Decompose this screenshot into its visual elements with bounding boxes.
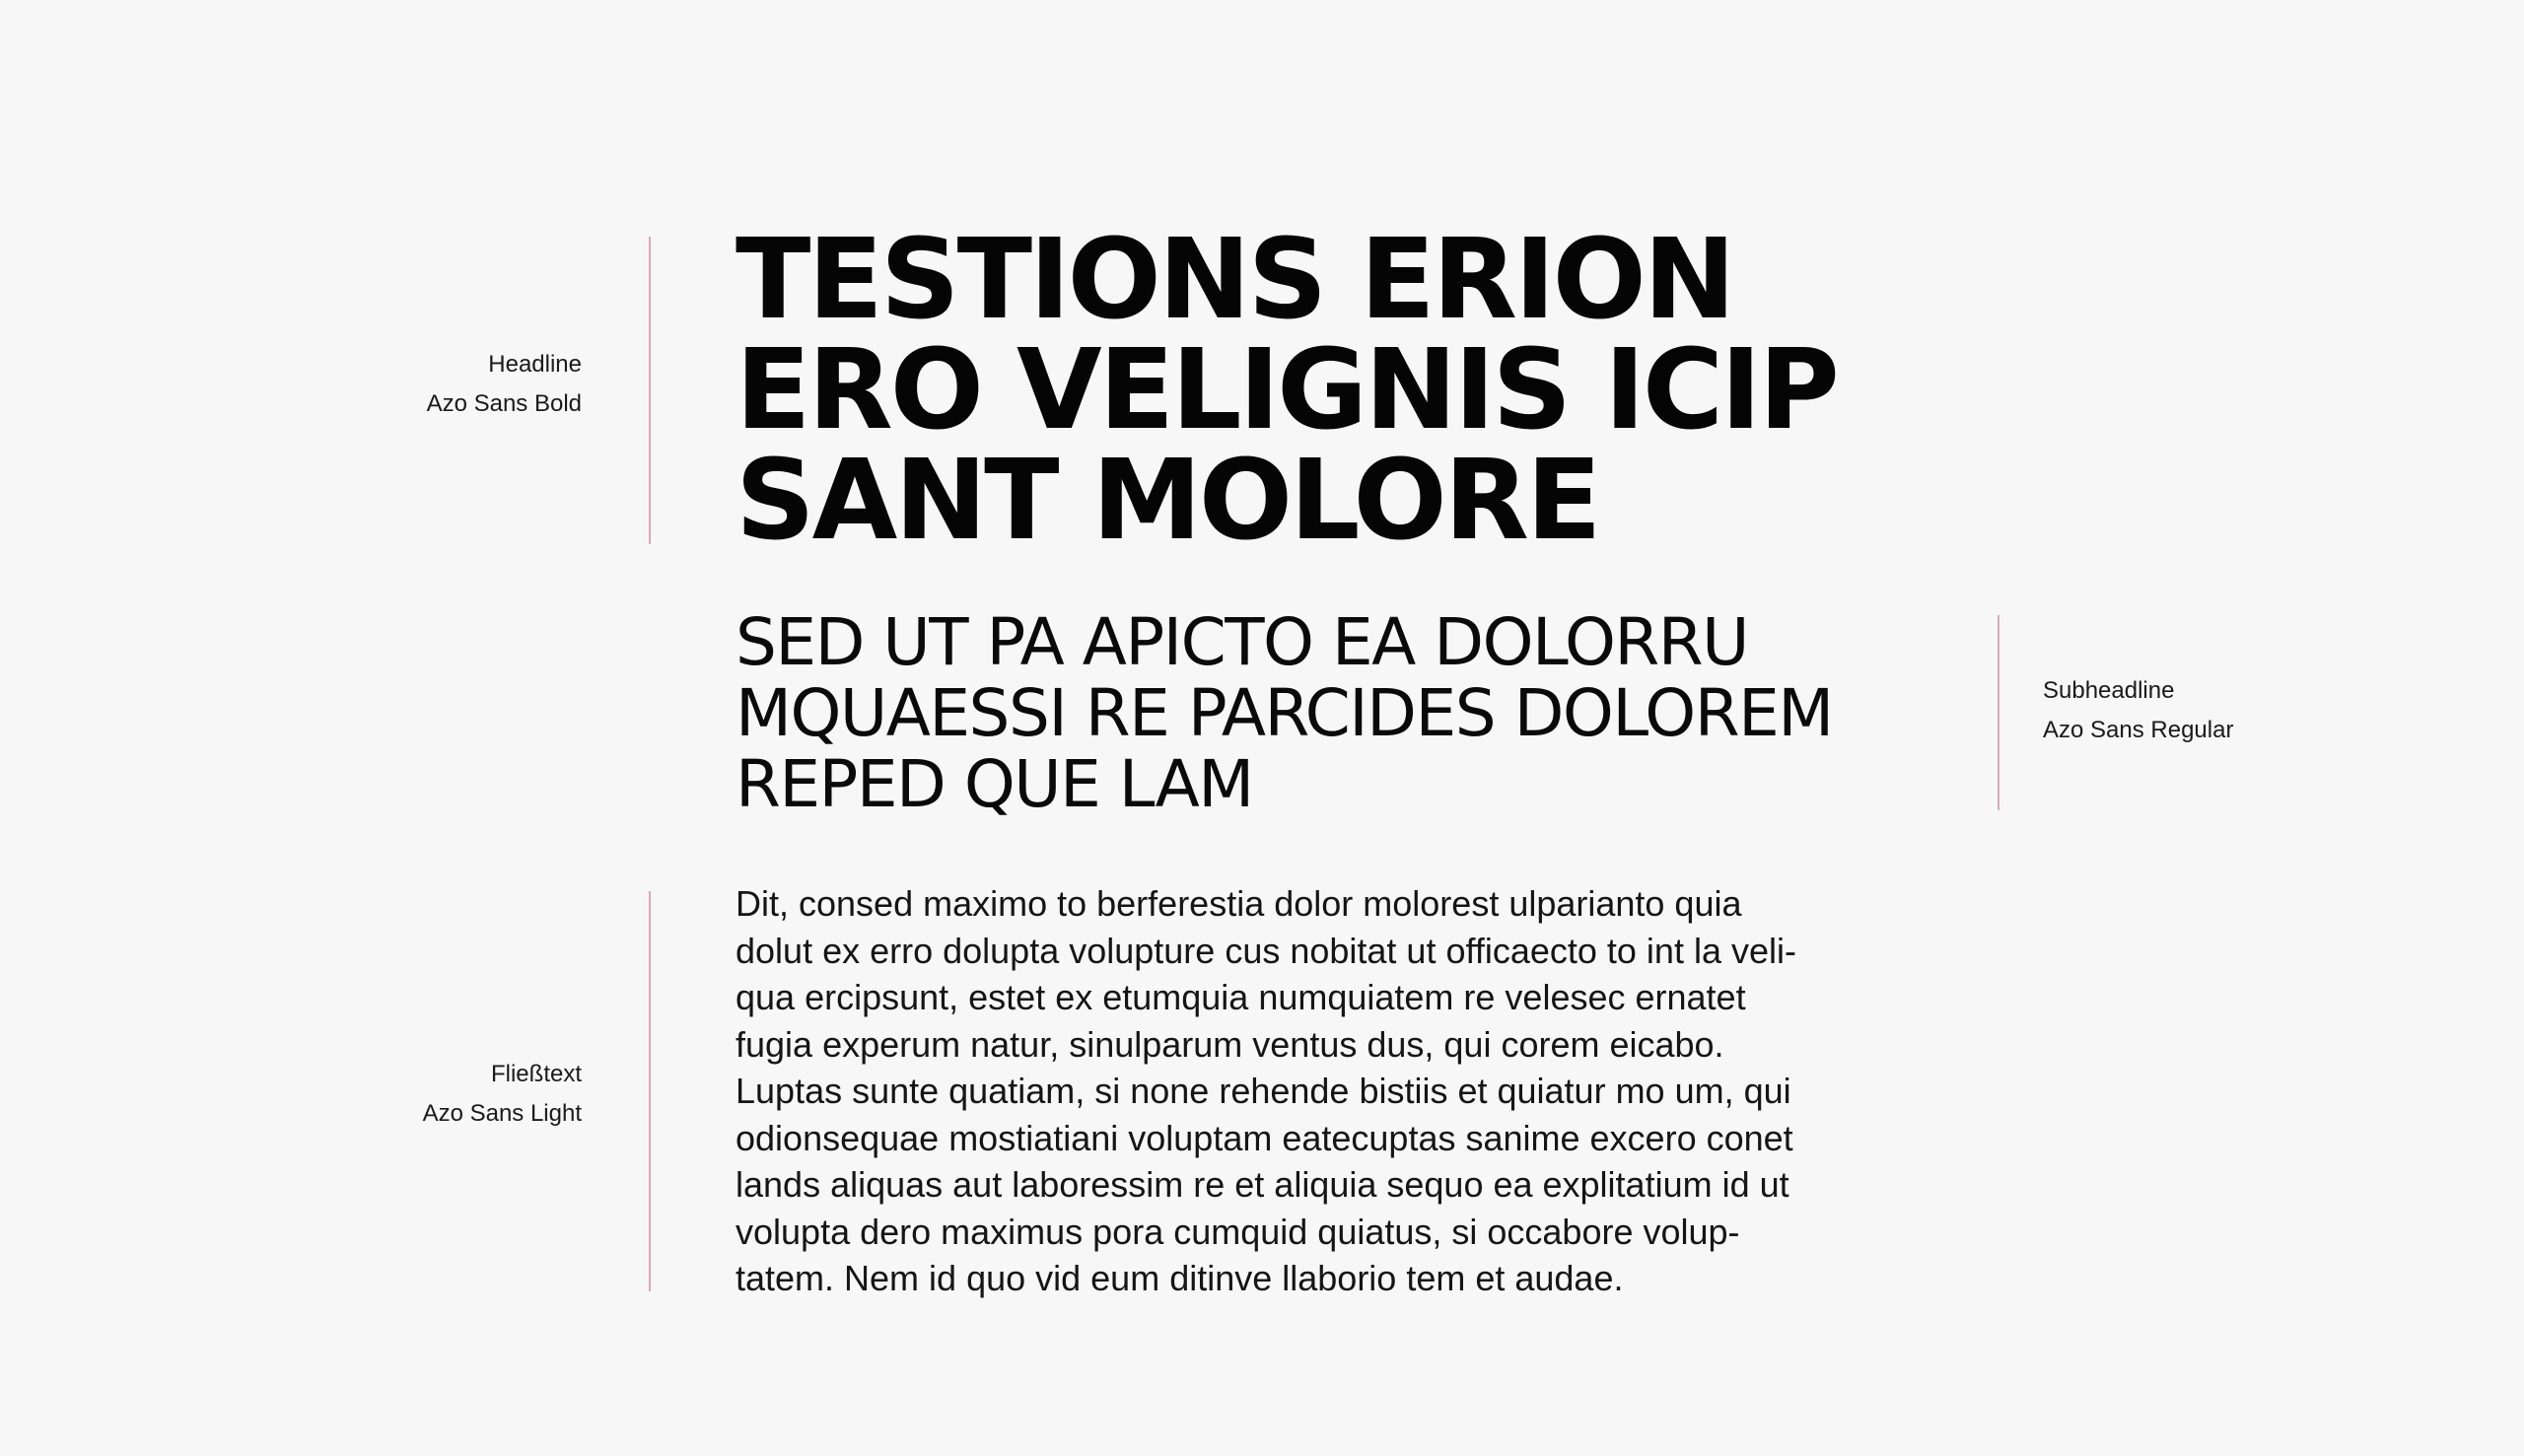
subheadline-line: REPED QUE LAM	[736, 746, 1253, 822]
subheadline-line: SED UT PA APICTO EA DOLORRU	[736, 604, 1748, 680]
body-line: Dit, consed maximo to berferestia dolor molorest ulparianto quia	[736, 883, 1742, 924]
headline-line: SANT MOLORE	[736, 437, 1599, 565]
body-font-name: Azo Sans Light	[422, 1100, 582, 1127]
headline-line: ERO VELIGNIS ICIP	[736, 326, 1837, 454]
body-line: lands aliquas aut laboressim re et aliquia sequo ea explitatium id ut	[736, 1164, 1789, 1205]
headline-label: Headline	[488, 351, 582, 378]
body-line: volupta dero maximus pora cumquid quiatus, si occabore volup-	[736, 1211, 1740, 1252]
body-line: qua ercipsunt, estet ex etumquia numquiatem re velesec ernatet	[736, 977, 1746, 1017]
body-line: dolut ex erro dolupta volupture cus nobitat ut officaecto to int la veli-	[736, 930, 1796, 971]
headline-divider	[649, 237, 651, 544]
body-line: tatem. Nem id quo vid eum ditinve llaborio tem et audae.	[736, 1258, 1624, 1298]
body-label: Fließtext	[490, 1061, 582, 1087]
headline-sample	[736, 216, 1837, 565]
body-divider	[649, 891, 651, 1291]
subheadline-line: MQUAESSI RE PARCIDES DOLOREM	[736, 675, 1833, 751]
body-annotation	[375, 1055, 582, 1134]
headline-font-name: Azo Sans Bold	[426, 390, 582, 417]
subheadline-label: Subheadline	[2043, 677, 2175, 704]
body-line: fugia experum natur, sinulparum ventus dus, qui corem eicabo.	[736, 1023, 1724, 1065]
body-text-sample	[736, 880, 1869, 1302]
subheadline-divider	[1998, 615, 1999, 810]
subheadline-font-name: Azo Sans Regular	[2043, 717, 2234, 743]
headline-line: TESTIONS ERION	[736, 216, 1733, 344]
body-line: Luptas sunte quatiam, si none rehende bistiis et quiatur mo um, qui	[736, 1071, 1791, 1111]
subheadline-sample	[736, 604, 1833, 822]
subheadline-annotation	[2043, 671, 2339, 750]
headline-annotation	[375, 345, 582, 424]
body-line: odionsequae mostiatiani voluptam eatecuptas sanime excero conet	[736, 1117, 1793, 1158]
